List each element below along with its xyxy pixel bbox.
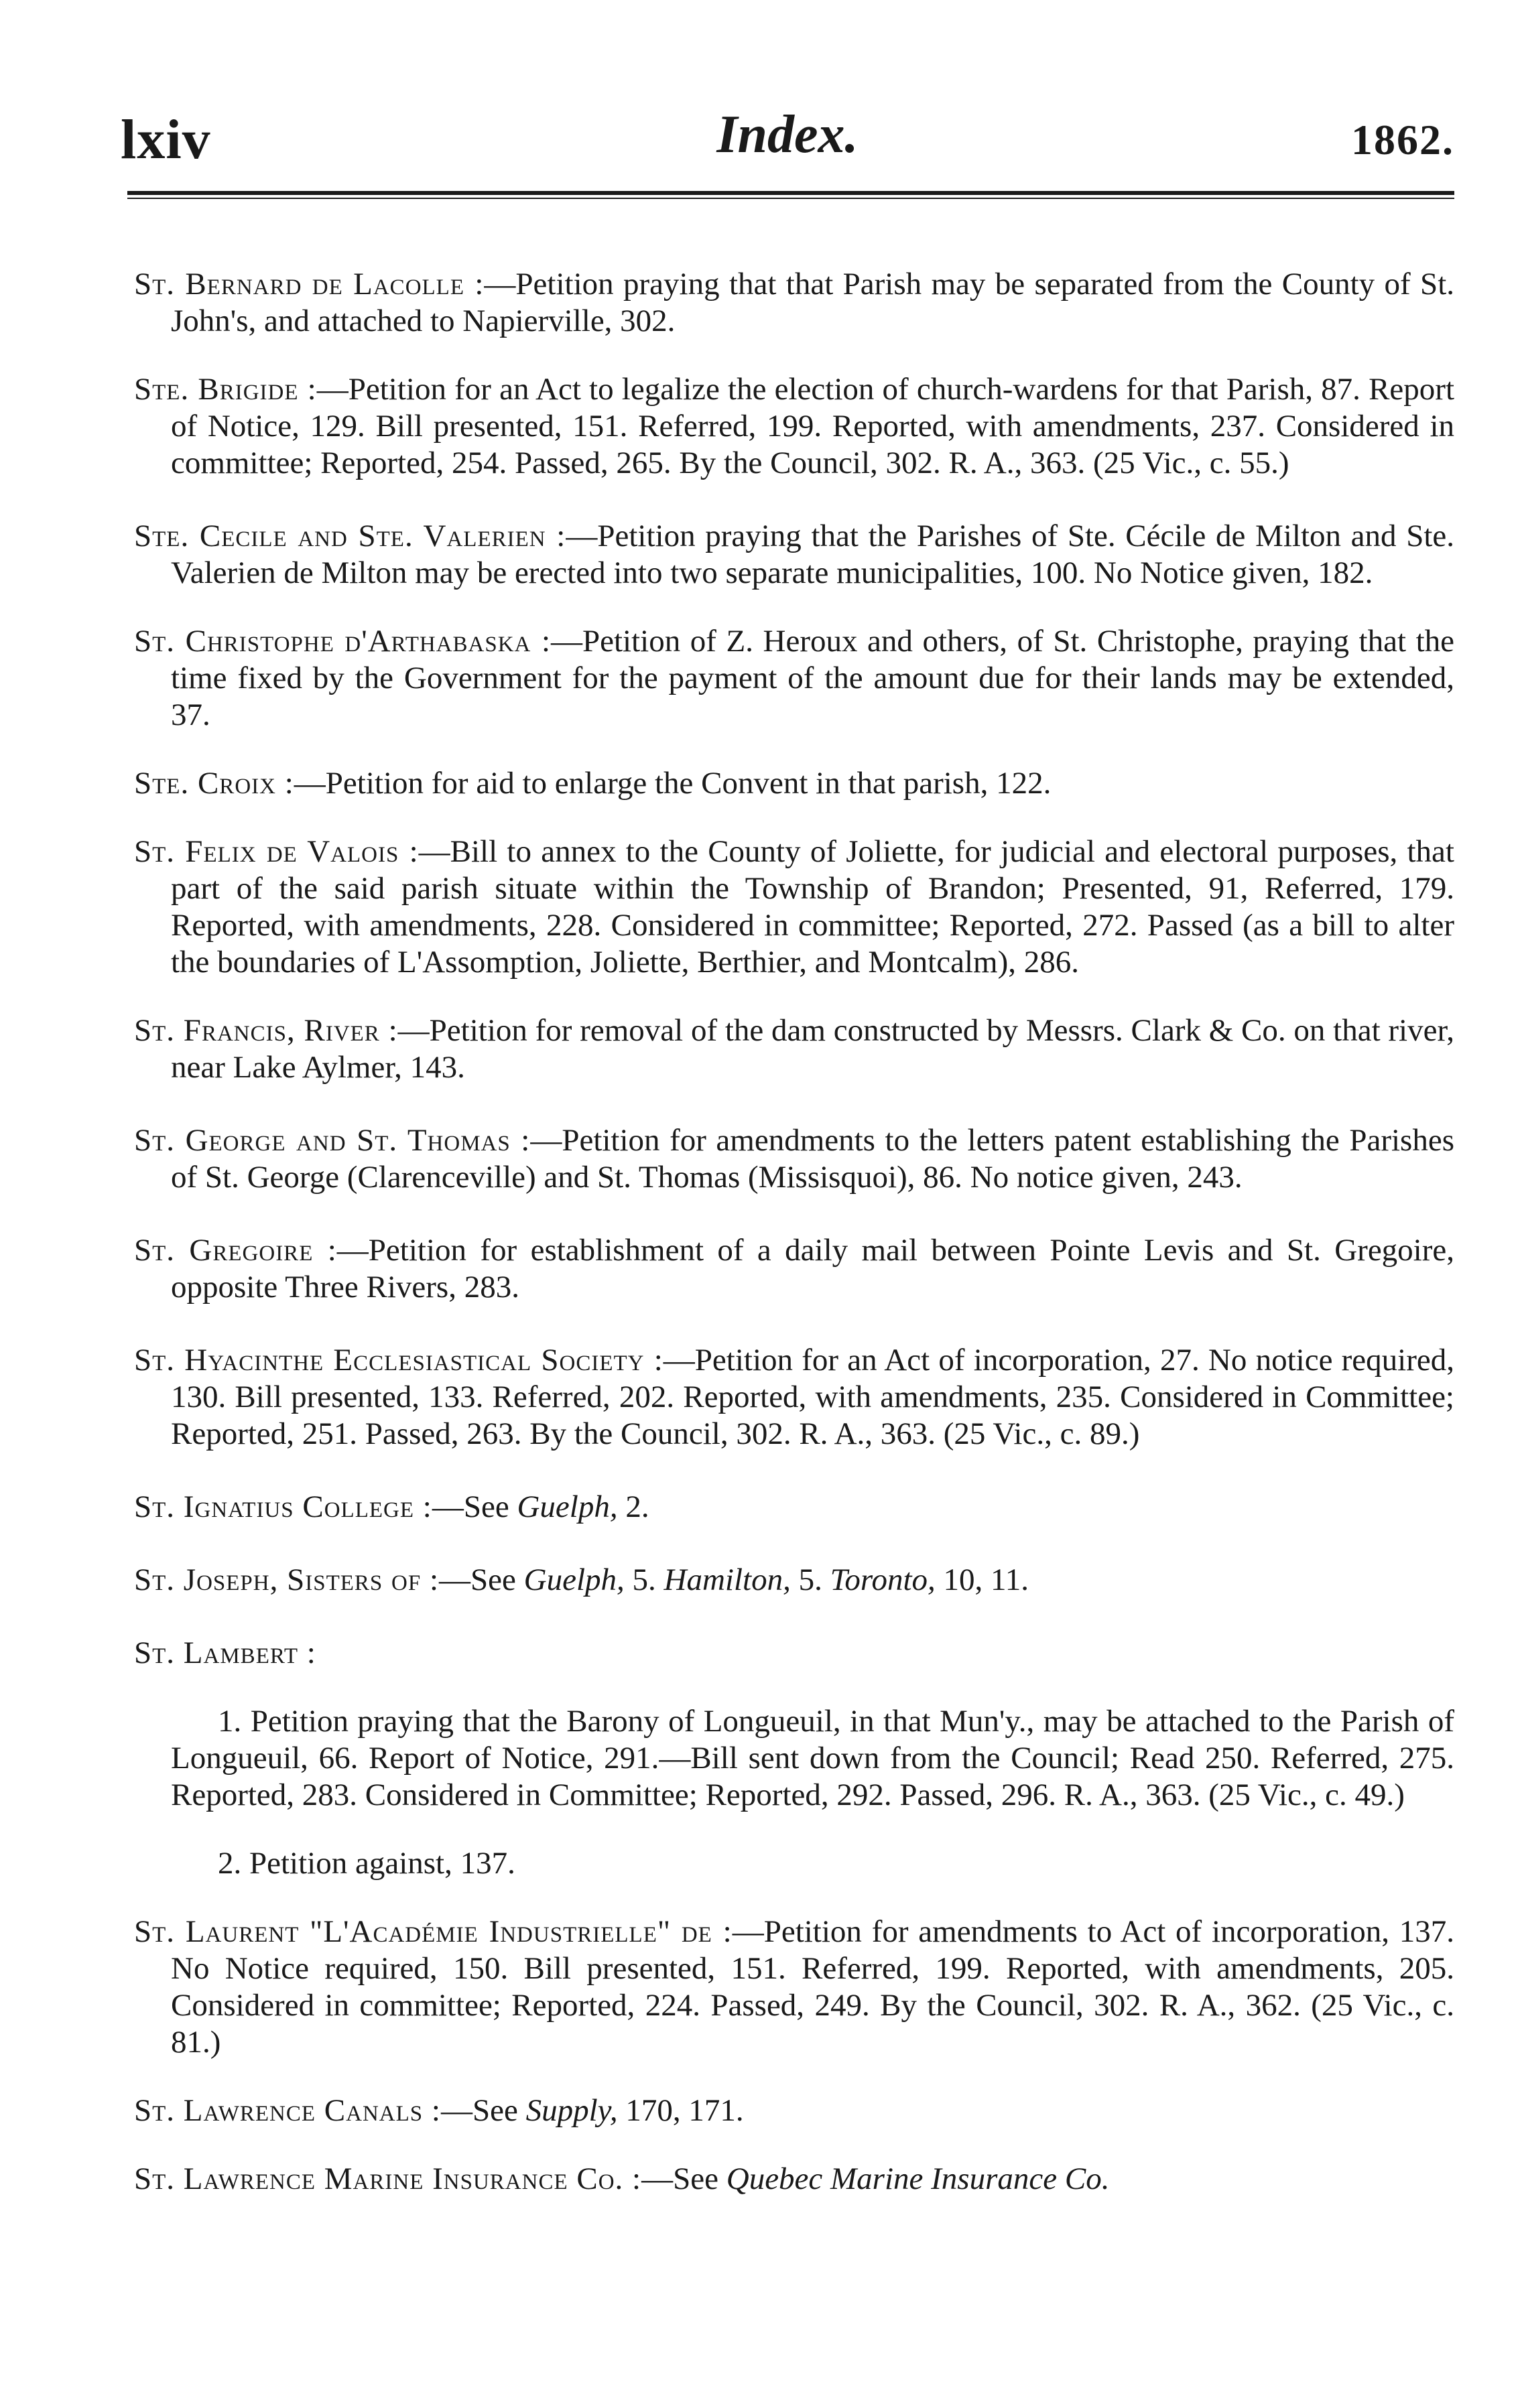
running-title: Index. (716, 105, 859, 164)
index-entry (134, 518, 1454, 592)
entry-heading: Ste. Brigide : (134, 372, 317, 407)
page-header (121, 101, 1454, 174)
index-entry (134, 2161, 1454, 2198)
entry-heading: St. Felix de Valois : (134, 834, 419, 869)
entry-heading: St. Bernard de Lacolle : (134, 267, 485, 302)
entry-text: —Petition for removal of the dam constructed by Messrs. Clark & Co. on that river, near Lake Aylmer, 143. (171, 1013, 1454, 1085)
entry-text: —See (641, 2161, 726, 2196)
index-entry (134, 371, 1454, 482)
entry-text: —Petition praying that that Parish may be separated from the County of St. John's, and attached to Napierville, 302. (171, 267, 1454, 338)
entry-text: —See (432, 1489, 517, 1524)
index-entry (134, 1342, 1454, 1453)
entry-text: —Petition for an Act of incorporation, 27. No notice required, 130. Bill presented, 133. Referred, 202. Reported, with amendments, 235. Considered in Committee; Reported, 251. Passed, 263. By the Council, 302. R. A., 363. (25 Vic., c. 89.) (171, 1343, 1454, 1451)
index-entry (134, 1914, 1454, 2061)
entry-heading: St. Gregoire : (134, 1233, 337, 1268)
entry-text: —Petition praying that the Parishes of Ste. Cécile de Milton and Ste. Valerien de Milton may be erected into two separate municipalities, 100. No Notice given, 182. (171, 519, 1454, 590)
cross-reference: Guelph, (517, 1489, 618, 1524)
entry-text: —Petition for an Act to legalize the election of church-wardens for that Parish, 87. Report of Notice, 129. Bill presented, 151. Referred, 199. Reported, with amendments, 237. Considered in committee; Reported, 254. Passed, 265. By the Council, 302. R. A., 363. (25 Vic., c. 55.) (171, 372, 1455, 480)
cross-reference: Quebec Marine Insurance Co. (726, 2161, 1110, 2196)
entry-text: 170, 171. (617, 2093, 744, 2128)
index-entries (134, 235, 1454, 2219)
entry-text: 10, 11. (935, 1562, 1029, 1597)
page-number: lxiv (121, 109, 211, 171)
entry-heading: St. Hyacinthe Ecclesiastical Society : (134, 1343, 663, 1378)
index-entry (134, 2092, 1454, 2129)
cross-reference: Supply, (525, 2093, 618, 2128)
index-page (121, 101, 1455, 2196)
entry-heading: St. Joseph, Sisters of : (134, 1562, 440, 1597)
sub-entry: 2. Petition against, 137. (218, 1846, 515, 1881)
entry-heading: St. Ignatius College : (134, 1489, 432, 1524)
entry-text: —See (440, 2093, 526, 2128)
index-entry (134, 765, 1454, 802)
cross-reference: Hamilton, (663, 1562, 791, 1597)
entry-text: —Petition for amendments to Act of incorporation, 137. No Notice required, 150. Bill presented, 151. Referred, 199. Reported, with amendments, 205. Considered in committee; Reported, 224. Passed, 249. By the Council, 302. R. A., 362. (25 Vic., c. 81.) (171, 1914, 1454, 2060)
index-entry (134, 1489, 1454, 1526)
header-rule (127, 191, 1454, 200)
entry-text: —Petition of Z. Heroux and others, of St. Christophe, praying that the time fixed by the Government for the payment of the amount due for their lands may be extended, 37. (171, 624, 1454, 732)
entry-text: —Petition for establishment of a daily mail between Pointe Levis and St. Gregoire, opposite Three Rivers, 283. (171, 1233, 1454, 1305)
entry-text: 2. (617, 1489, 649, 1524)
index-entry (134, 1232, 1454, 1306)
index-entry (134, 1635, 1454, 1672)
index-entry (134, 1122, 1454, 1196)
entry-heading: St. Christophe d'Arthabaska : (134, 624, 551, 659)
index-entry (134, 266, 1454, 340)
entry-heading: St. Lawrence Canals : (134, 2093, 441, 2128)
entry-text: 5. (790, 1562, 830, 1597)
index-entry (134, 1012, 1454, 1086)
entry-text: —See (439, 1562, 524, 1597)
entry-text: 5. (624, 1562, 664, 1597)
cross-reference: Toronto, (830, 1562, 936, 1597)
entry-heading: St. Lawrence Marine Insurance Co. : (134, 2161, 642, 2196)
entry-heading: Ste. Croix : (134, 766, 294, 801)
index-entry (134, 833, 1454, 981)
entry-text: —Petition for aid to enlarge the Convent in that parish, 122. (294, 766, 1052, 801)
entry-text: —Bill to annex to the County of Joliette, for judicial and electoral purposes, that part of the said parish situate within the Township of Brandon; Presented, 91, Referred, 179. Reported, with amendments, 228. Considered in committee; Reported, 272. Passed (as a bill to alter the boundaries of L'Assomption, Joliette, Berthier, and Montcalm), 286. (171, 834, 1454, 980)
index-entry (134, 1562, 1454, 1599)
cross-reference: Guelph, (523, 1562, 625, 1597)
entry-heading: St. George and St. Thomas : (134, 1123, 531, 1158)
entry-heading: St. Francis, River : (134, 1013, 398, 1048)
index-entry (134, 623, 1454, 734)
entry-text: —Petition for amendments to the letters patent establishing the Parishes of St. George (Clarenceville) and St. Thomas (Missisquoi), 86. No notice given, 243. (171, 1123, 1454, 1195)
sub-entry: 1. Petition praying that the Barony of Longueuil, in that Mun'y., may be attached to the Parish of Longueuil, 66. Report of Notice, 291.—Bill sent down from the Council; Read 250. Referred, 275. Reported, 283. Considered in Committee; Reported, 292. Passed, 296. R. A., 363. (25 Vic., c. 49.) (171, 1704, 1454, 1812)
entry-heading: St. Laurent "L'Académie Industrielle" de : (134, 1914, 733, 1949)
entry-heading: St. Lambert : (134, 1635, 316, 1670)
entry-heading: Ste. Cecile and Ste. Valerien : (134, 519, 566, 553)
year: 1862. (1351, 116, 1454, 163)
